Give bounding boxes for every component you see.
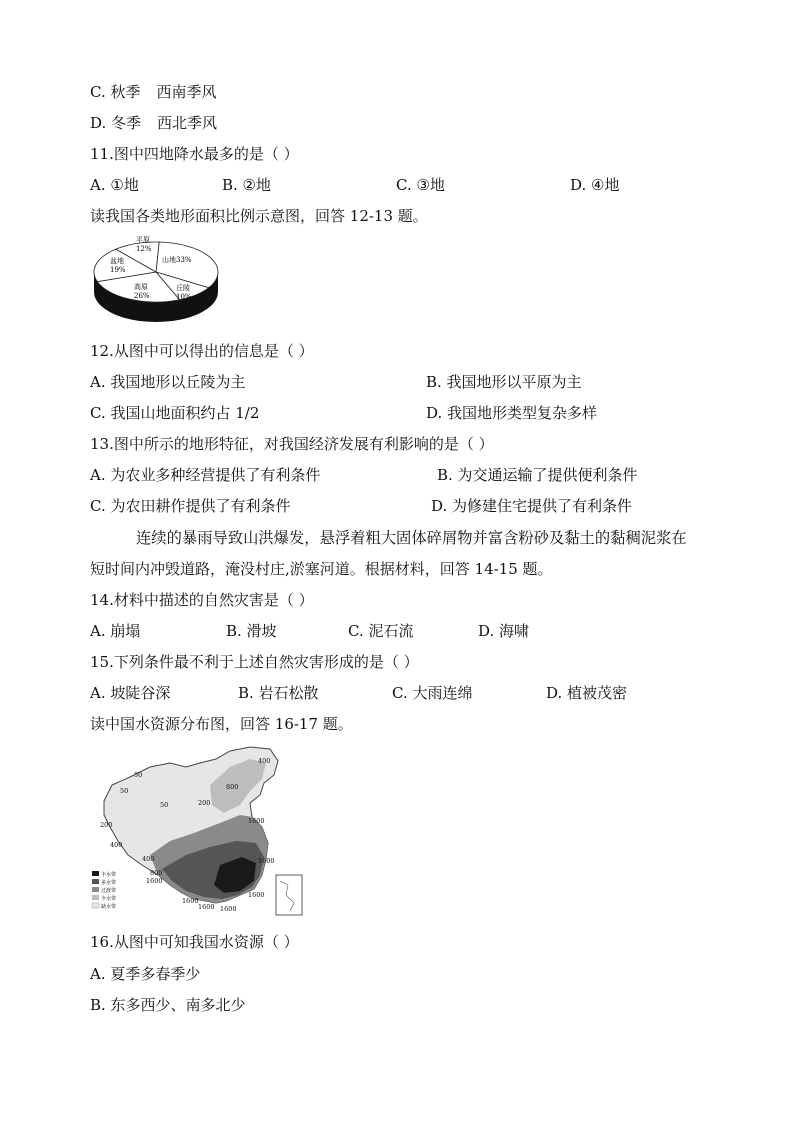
q15-option-c: C. 大雨连绵 xyxy=(392,684,473,702)
q11-stem: 11.图中四地降水最多的是（ ） xyxy=(90,145,299,163)
legend-swatch xyxy=(92,879,99,884)
option-letter: D. 冬季 xyxy=(90,114,142,132)
q11-option-d: D. ④地 xyxy=(570,176,620,194)
pie-label-plateau: 高原 xyxy=(134,283,148,291)
q11-option-c: C. ③地 xyxy=(396,176,445,194)
pie-label-mountain: 山地33% xyxy=(162,256,192,264)
material-line-2: 短时间内冲毁道路，淹没村庄,淤塞河道。根据材料，回答 14-15 题。 xyxy=(90,560,553,578)
pie-value-basin: 19% xyxy=(110,266,126,274)
isoline-label: 400 xyxy=(110,841,123,849)
isoline-label: 800 xyxy=(226,783,239,791)
isoline-label: 200 xyxy=(198,799,211,807)
isoline-label: 50 xyxy=(120,787,129,795)
isoline-label: 1600 xyxy=(258,857,275,865)
option-text: 西南季风 xyxy=(156,83,217,101)
isoline-label: 50 xyxy=(160,801,169,809)
isoline-label: 400 xyxy=(142,855,155,863)
q11-option-a: A. ①地 xyxy=(90,176,139,194)
legend-swatch xyxy=(92,903,99,908)
south-china-sea-inset xyxy=(276,875,302,915)
isoline-label: 200 xyxy=(100,821,113,829)
q10-option-d xyxy=(90,113,217,133)
pie-label-basin: 盆地 xyxy=(110,257,124,265)
q15-stem: 15.下列条件最不利于上述自然灾害形成的是（ ） xyxy=(90,653,419,671)
isoline-label: 800 xyxy=(150,869,163,877)
isoline-label: 1600 xyxy=(248,817,265,825)
q15-option-b: B. 岩石松散 xyxy=(238,684,319,702)
isoline-label: 1600 xyxy=(248,891,265,899)
material-line-1: 连续的暴雨导致山洪爆发，悬浮着粗大固体碎屑物并富含粉砂及黏土的黏稠泥浆在 xyxy=(136,529,687,547)
q10-option-c xyxy=(90,82,217,102)
q13-option-b: B. 为交通运输了提供便利条件 xyxy=(437,466,638,484)
q12-option-b: B. 我国地形以平原为主 xyxy=(426,373,582,391)
q13-option-a: A. 为农业多种经营提供了有利条件 xyxy=(90,466,321,484)
isoline-label: 1600 xyxy=(182,897,199,905)
q13-option-c: C. 为农田耕作提供了有利条件 xyxy=(90,497,291,515)
option-letter: C. 秋季 xyxy=(90,83,141,101)
option-text: 西北季风 xyxy=(157,114,218,132)
pie-value-plain: 12% xyxy=(136,245,152,253)
pie-label-hill: 丘陵 xyxy=(176,284,190,292)
q16-option-a: A. 夏季多春季少 xyxy=(90,965,201,983)
legend-swatch xyxy=(92,887,99,892)
q16-option-b: B. 东多西少、南多北少 xyxy=(90,996,246,1014)
legend-label: 多水带 xyxy=(101,880,117,886)
legend-label: 过渡带 xyxy=(101,888,117,894)
q12-option-a: A. 我国地形以丘陵为主 xyxy=(90,373,246,391)
isoline-label: 1600 xyxy=(220,905,237,913)
pie-value-plateau: 26% xyxy=(134,292,150,300)
q14-option-c: C. 泥石流 xyxy=(348,622,414,640)
legend-label: 缺水带 xyxy=(101,904,117,910)
legend-swatch xyxy=(92,895,99,900)
legend-label: 丰水带 xyxy=(101,872,117,878)
isoline-label: 400 xyxy=(258,757,271,765)
q15-option-d: D. 植被茂密 xyxy=(546,684,628,702)
q14-option-a: A. 崩塌 xyxy=(90,622,141,640)
isoline-label: 1600 xyxy=(146,877,163,885)
water-resources-map xyxy=(90,745,306,921)
terrain-pie-chart xyxy=(90,232,222,332)
legend-swatch xyxy=(92,871,99,876)
q12-option-c: C. 我国山地面积约占 1/2 xyxy=(90,404,260,422)
q13-stem: 13.图中所示的地形特征，对我国经济发展有利影响的是（ ） xyxy=(90,435,494,453)
q15-option-a: A. 坡陡谷深 xyxy=(90,684,171,702)
isoline-label: 1600 xyxy=(198,903,215,911)
q13-option-d: D. 为修建住宅提供了有利条件 xyxy=(431,497,633,515)
q14-option-d: D. 海啸 xyxy=(478,622,530,640)
isoline-label: 50 xyxy=(134,771,143,779)
intro-16-17: 读中国水资源分布图，回答 16-17 题。 xyxy=(90,715,353,733)
q16-stem: 16.从图中可知我国水资源（ ） xyxy=(90,933,299,951)
q12-option-d: D. 我国地形类型复杂多样 xyxy=(426,404,598,422)
intro-12-13: 读我国各类地形面积比例示意图，回答 12-13 题。 xyxy=(90,207,428,225)
q11-option-b: B. ②地 xyxy=(222,176,272,194)
legend-label: 少水带 xyxy=(101,896,117,902)
pie-label-plain: 平原 xyxy=(136,236,150,244)
q14-option-b: B. 滑坡 xyxy=(226,622,277,640)
q14-stem: 14.材料中描述的自然灾害是（ ） xyxy=(90,591,314,609)
pie-value-hill: 10% xyxy=(176,293,192,301)
q12-stem: 12.从图中可以得出的信息是（ ） xyxy=(90,342,314,360)
